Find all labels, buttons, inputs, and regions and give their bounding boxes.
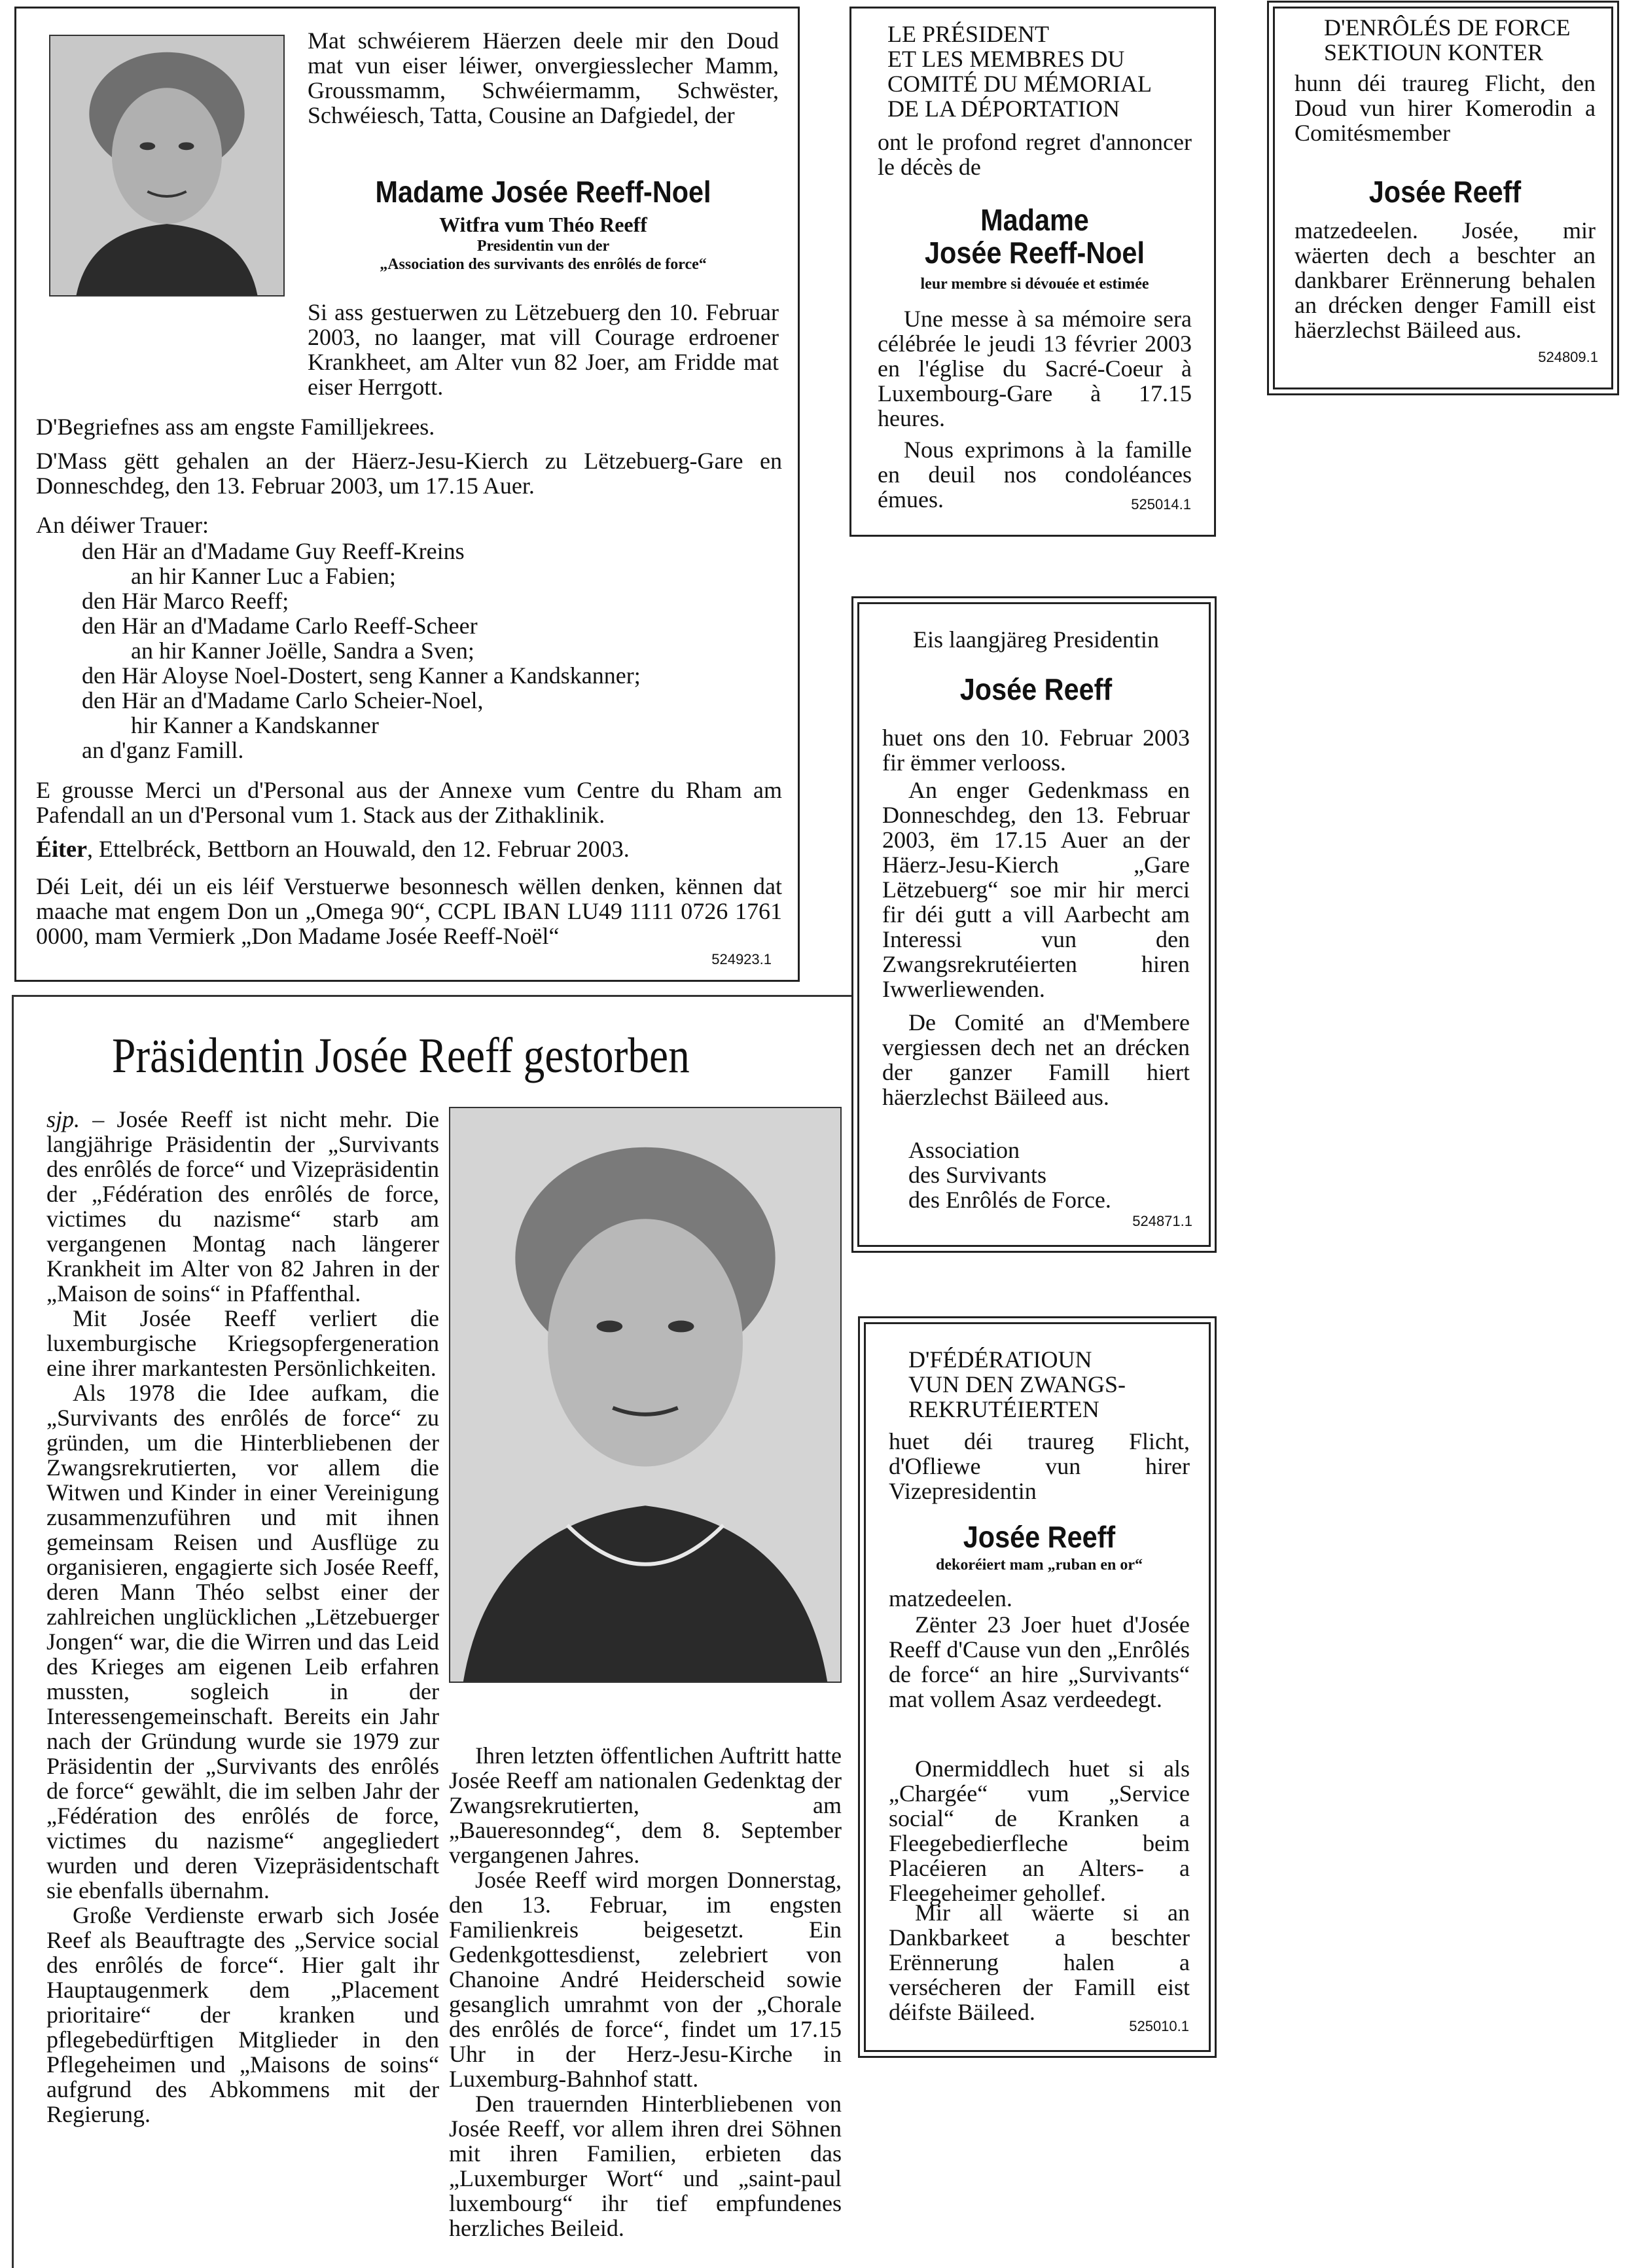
notice1-role: Presidentin vun der — [476, 238, 610, 255]
notice1-thanks: E grousse Merci un d'Personal aus der Annexe vum Centre du Rham am Pafendall an un d'Personal vum 1. Stack aus der Zithaklinik. — [36, 777, 782, 828]
header-line: REKRUTÉIERTEN — [908, 1396, 1099, 1422]
mourner-line: den Här an d'Madame Carlo Scheier-Noel, — [82, 687, 484, 713]
mourner-line: hir Kanner a Kandskanner — [131, 712, 379, 738]
notice1-mourning-title: An déiwer Trauer: — [36, 512, 209, 538]
header-line: ET LES MEMBRES DU — [887, 46, 1125, 72]
header-line: D'ENRÔLÉS DE FORCE — [1324, 14, 1571, 41]
notice5-ref: 525010.1 — [1129, 2018, 1189, 2034]
notice5-p1: Zënter 23 Joer huet d'Josée Reeff d'Cause vun den „Enrôlés de force“ an hire „Survivants“ mat vollem Asaz verdeedegt. — [889, 1611, 1190, 1712]
article-byline: sjp. — [46, 1106, 80, 1132]
notice3-intro: hunn déi traureg Flicht, den Doud vun hirer Komerodin a Comitésmember — [1295, 70, 1596, 146]
header-line: VUN DEN ZWANGS- — [908, 1371, 1126, 1397]
article-paragraph: Ihren letzten öffentlichen Auftritt hatte Josée Reeff am nationalen Gedenktag der Zwangsrekrutierten, am „Baueresonndeg“, dem 8. September vergangenen Jahres. — [449, 1742, 842, 1868]
obituary-notice-federation — [864, 1322, 1211, 2052]
header-line: LE PRÉSIDENT — [887, 21, 1049, 47]
notice1-name: Madame Josée Reeff-Noel — [375, 175, 711, 209]
notice2-name-line2: Josée Reeff-Noel — [925, 236, 1145, 270]
header-line: DE LA DÉPORTATION — [887, 96, 1120, 122]
article-headline: Präsidentin Josée Reeff gestorben — [112, 1028, 690, 1083]
news-article — [12, 995, 851, 2268]
notice4-header: Eis laangjäreg Presidentin — [913, 626, 1159, 653]
notice3-header — [1281, 15, 1609, 65]
notice1-place-label: Éiter — [36, 836, 87, 862]
notice1-ref: 524923.1 — [711, 951, 772, 967]
notice1-donation: Déi Leit, déi un eis léif Verstuerwe besonnesch wëllen denken, kënnen dat maache mat engem Don un „Omega 90“, CCPL IBAN LU49 1111 0726 1761 0000, mam Vermierk „Don Madame Josée Reeff-Noël“ — [36, 873, 782, 949]
portrait-photo-large — [449, 1107, 842, 1683]
notice5-intro: huet déi traureg Flicht, d'Ofliewe vun hirer Vizepresidentin — [889, 1428, 1190, 1504]
notice5-subtitle: dekoréiert mam „ruban en or“ — [936, 1557, 1143, 1574]
header-line: D'FÉDÉRATIOUN — [908, 1346, 1092, 1373]
notice4-signature — [908, 1138, 1196, 1212]
article-paragraph: Josée Reeff wird morgen Donnerstag, den 13. Februar, im engsten Familienkreis beigesetzt. Ein Gedenkgottesdienst, zelebriert von Chanoine André Heiderscheid sowie gesanglich umrahmt von der „Chorale des enrôlés de force“, findet um 17.15 Uhr in der Herz-Jesu-Kirche in Luxemburg-Bahnhof statt. — [449, 1867, 842, 2092]
header-line: SEKTIOUN KONTER — [1324, 39, 1543, 65]
notice3-ref: 524809.1 — [1538, 349, 1598, 365]
notice1-intro: Mat schwéierem Häerzen deele mir den Doud mat vun eiser léiwer, onvergiesslecher Mamm, Groussmamm, Schwéiermamm, Schwëster, Schwéiesch, Tatta, Cousine an Dafgiedel, der — [308, 27, 779, 128]
article-paragraph: Große Verdienste erwarb sich Josée Reef als Beauftragte des „Service social des enrôlés de force“. Hier galt ihr Hauptaugenmerk dem „Placement prioritaire“ der kranken und pflegebedürftigen Mitglieder in den Pflegeheimen und „Maisons de soins“ aufgrund des Abkommens mit der Regierung. — [46, 1902, 439, 2127]
notice3-name: Josée Reeff — [1368, 175, 1522, 209]
article-paragraph: Mit Josée Reeff verliert die luxemburgische Kriegsopfergeneration eine ihrer markantesten Persönlichkeiten. — [46, 1305, 439, 1381]
notice2-messe: Une messe à sa mémoire sera célébrée le jeudi 13 février 2003 en l'église du Sacré-Coeur à Luxembourg-Gare à 17.15 heures. — [878, 306, 1192, 431]
obituary-notice-main — [14, 7, 800, 982]
obituary-notice-memorial — [849, 7, 1216, 537]
signature-line: des Survivants — [908, 1162, 1046, 1188]
notice2-subtitle: leur membre si dévouée et estimée — [920, 276, 1149, 293]
notice1-mass: D'Mass gëtt gehalen an der Häerz-Jesu-Kierch zu Lëtzebuerg-Gare en Donneschdeg, den 13. Februar 2003, um 17.15 Auer. — [36, 448, 782, 499]
notice2-condolences: Nous exprimons à la famille en deuil nos condoléances émues. — [878, 437, 1192, 513]
mourner-line: an hir Kanner Luc a Fabien; — [131, 563, 396, 589]
notice5-p0: matzedeelen. — [889, 1585, 1012, 1611]
notice1-burial: D'Begriefnes ass am engste Familljekrees. — [36, 414, 435, 440]
article-paragraph: Als 1978 die Idee aufkam, die „Survivants des enrôlés de force“ zu gründen, um die Hinterbliebenen der Zwangsrekrutierten, vor allem die Witwen und Kinder in einer Vereinigung zusammenzuführen und mit ihnen gemeinsam Reisen und Ausflüge zu organisieren, engagierte sich Josée Reeff, deren Mann Théo selbst einer der zahlreichen unglücklichen „Lëtzebuerger Jongen“ war, die die Wirren und das Leid des Krieges am eigenen Leib erfahren mussten, sogleich in der Interessengemeinschaft. Bereits ein Jahr nach der Gründung wurde sie 1979 zur Präsidentin der „Survivants des enrôlés de force“ gewählt, die im selben Jahr der „Fédération des enrôlés de force, victimes du nazisme“ angegliedert wurden und deren Vizepräsidentschaft sie ebenfalls übernahm. — [46, 1380, 439, 1903]
mourner-line: den Här an d'Madame Carlo Reeff-Scheer — [82, 613, 478, 639]
obituary-notice-association — [857, 602, 1211, 1247]
mourner-line: den Här Aloyse Noel-Dostert, seng Kanner a Kandskanner; — [82, 662, 641, 689]
mourner-line: an hir Kanner Joëlle, Sandra a Sven; — [131, 638, 474, 664]
article-paragraph-text: – Josée Reeff ist nicht mehr. Die langjährige Präsidentin der „Survivants des enrôlés de force“ und Vizepräsidentin der „Fédération des enrôlés de force, victimes du nazisme“ starb am vergangenen Montag nach längerer Krankheit im Alter von 82 Jahren in der „Maison de soins“ in Pfaffenthal. — [46, 1106, 439, 1306]
notice2-ref: 525014.1 — [1131, 496, 1191, 513]
notice1-place: , Ettelbréck, Bettborn an Houwald, den 12. Februar 2003. — [86, 836, 630, 862]
notice5-p2: Onermiddlech huet si als „Chargée“ vum „Service social“ de Kranken a Fleegebedierfleche beim Placéieren an Alters- a Fleegeheimer gehollef. — [889, 1755, 1190, 1906]
article-column-2 — [449, 1743, 842, 2241]
notice1-place-line — [36, 837, 782, 861]
notice2-header — [865, 22, 1205, 121]
article-paragraph: Den trauernden Hinterbliebenen von Josée Reeff, vor allem ihren drei Söhnen mit ihren Familien, erbieten das „Luxemburger Wort“ und „saint-paul luxembourg“ ihr tief empfundenes herzliches Beileid. — [449, 2091, 842, 2241]
signature-line: des Enrôlés de Force. — [908, 1187, 1111, 1213]
mourner-line: den Här Marco Reeff; — [82, 588, 289, 614]
notice2-name-line1: Madame — [980, 203, 1089, 237]
header-line: COMITÉ DU MÉMORIAL — [887, 71, 1152, 97]
notice5-name: Josée Reeff — [963, 1520, 1116, 1554]
article-paragraph — [46, 1107, 439, 1306]
mourner-line: den Här an d'Madame Guy Reeff-Kreins — [82, 538, 465, 564]
notice1-widow: Witfra vum Théo Reeff — [439, 213, 647, 236]
obituary-notice-konter — [1273, 7, 1613, 389]
mourner-line: an d'ganz Famill. — [82, 737, 244, 763]
notice1-association: „Association des survivants des enrôlés de force“ — [380, 256, 707, 273]
notice4-name: Josée Reeff — [959, 672, 1113, 706]
notice4-p3: De Comité an d'Membere vergiessen dech net an drécken der ganzer Famill hiert häerzlechst Bäileed aus. — [882, 1009, 1190, 1110]
notice1-death: Si ass gestuerwen zu Lëtzebuerg den 10. Februar 2003, no laanger, mat vill Courage erdroener Krankheet, am Alter vun 82 Joer, am Fridde mat eiser Herrgott. — [308, 299, 779, 400]
notice2-intro: ont le profond regret d'annoncer le décès de — [878, 129, 1192, 180]
notice3-body: matzedeelen. Josée, mir wäerten dech a beschter an dankbarer Erënnerung behalen an drécken denger Famill eist häerzlechst Bäileed aus. — [1295, 217, 1596, 343]
signature-line: Association — [908, 1137, 1020, 1163]
notice5-header — [872, 1347, 1206, 1422]
notice4-ref: 524871.1 — [1132, 1213, 1192, 1229]
article-column-1 — [46, 1107, 439, 2127]
notice5-p3: Mir all wäerte si an Dankbarkeet a beschter Erënnerung halen a versécheren der Famill eist déifste Bäileed. — [889, 1899, 1190, 2025]
portrait-photo-small — [49, 35, 285, 297]
notice4-p2: An enger Gedenkmass en Donneschdeg, den 13. Februar 2003, ëm 17.15 Auer an der Häerz-Jesu-Kierch „Gare Lëtzebuerg“ soe mir hir merci fir déi gutt a vill Aarbecht am Interessi vun den Zwangsrekrutéierten hiren Iwwerliewenden. — [882, 777, 1190, 1002]
notice4-p1: huet ons den 10. Februar 2003 fir ëmmer verlooss. — [882, 725, 1190, 776]
notice1-mourners-list — [82, 539, 776, 763]
